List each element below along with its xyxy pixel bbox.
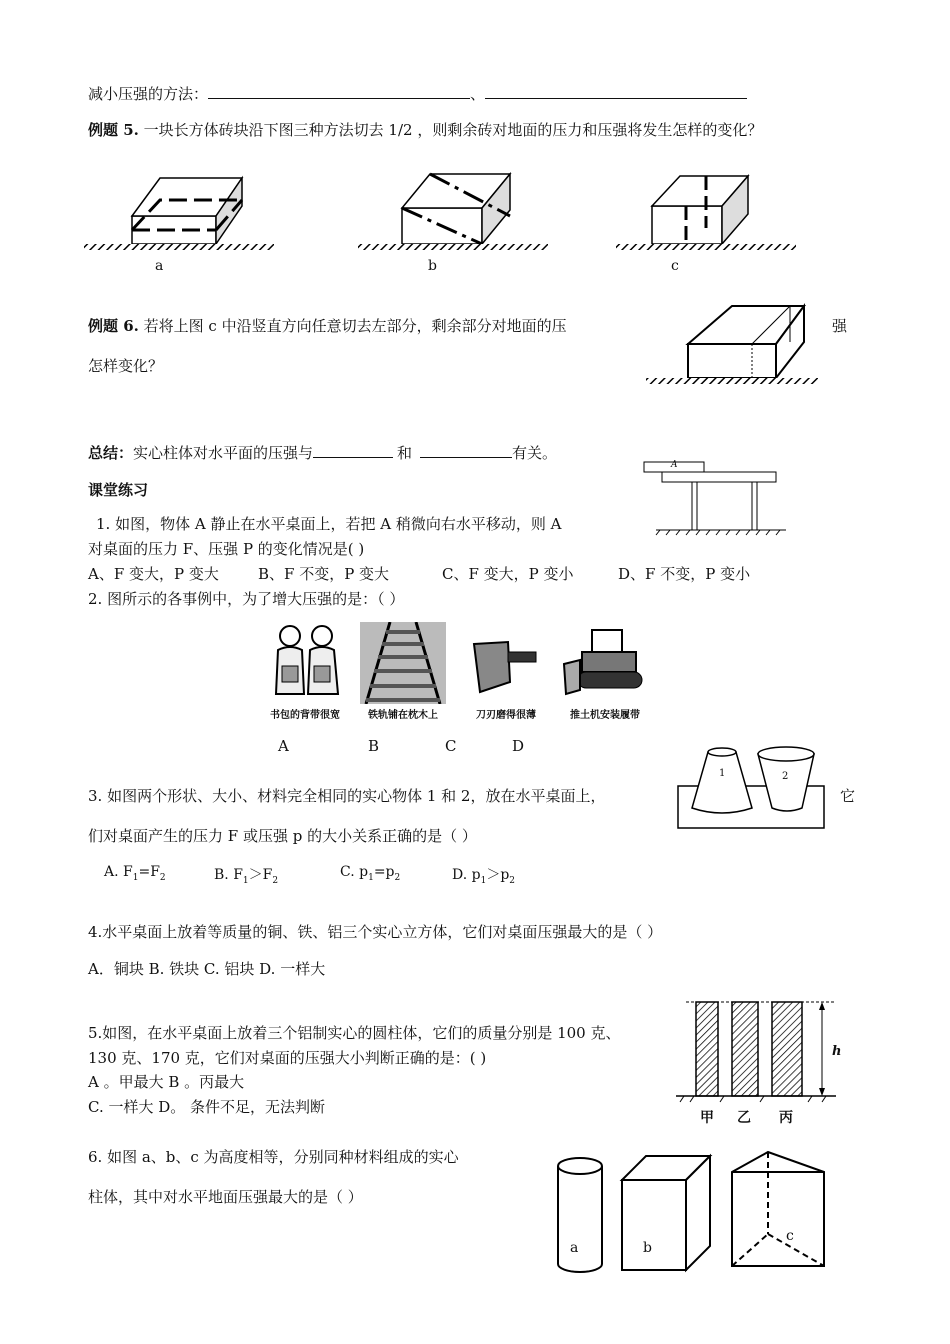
practice-title: 课堂练习 bbox=[88, 481, 149, 499]
example-5-body: 一块长方体砖块沿下图三种方法切去 1/2 ，则剩余砖对地面的压力和压强将发生怎样的变化？ bbox=[138, 121, 763, 139]
q5-option-cd[interactable]: C. 一样大 D。 条件不足，无法判断 bbox=[88, 1098, 326, 1116]
q6-label-c: c bbox=[786, 1228, 794, 1244]
example-5-text bbox=[88, 120, 762, 140]
q1-option-c[interactable]: C、F 变大，P 变小 bbox=[442, 565, 574, 583]
answer-blank-2[interactable] bbox=[485, 84, 747, 99]
q6-label-b: b bbox=[643, 1240, 652, 1256]
summary-line bbox=[88, 443, 557, 463]
answer-blank-1[interactable] bbox=[208, 84, 470, 99]
q2-caption-b: 铁轨铺在枕木上 bbox=[368, 710, 438, 721]
q5-line1: 5.如图，在水平桌面上放着三个铝制实心的圆柱体，它们的质量分别是 100 克、 bbox=[88, 1024, 621, 1042]
q2-caption-a: 书包的背带很宽 bbox=[270, 710, 340, 721]
brick-cut-figure-a bbox=[84, 170, 279, 255]
brick-cut-figure-b bbox=[358, 170, 553, 255]
q6-label-a: a bbox=[570, 1240, 579, 1256]
q3-option-c[interactable]: C. $p_1=p_2$ bbox=[340, 864, 401, 883]
q2-option-d[interactable]: D bbox=[512, 737, 525, 755]
figure-a-label: a bbox=[155, 258, 164, 274]
q4-options[interactable]: A．铜块 B. 铁块 C. 铝块 D. 一样大 bbox=[88, 960, 326, 978]
example-5-title: 例题 5. bbox=[88, 121, 139, 139]
figure-b-label: b bbox=[428, 258, 437, 274]
summary-and: 和 bbox=[397, 444, 413, 462]
q3-line1: 3. 如图两个形状、大小、材料完全相同的实心物体 1 和 2，放在水平桌面上， bbox=[88, 787, 606, 805]
separator: 、 bbox=[470, 85, 486, 103]
q6-line1: 6. 如图 a、b、c 为高度相等，分别同种材料组成的实心 bbox=[88, 1148, 459, 1166]
cleaver-blade-image bbox=[470, 638, 540, 698]
q1-option-b[interactable]: B、F 不变，P 变大 bbox=[258, 565, 390, 583]
railway-sleepers-image bbox=[360, 622, 446, 704]
summary-title: 总结： bbox=[88, 444, 134, 462]
q3-line2: 们对桌面产生的压力 F 或压强 p 的大小关系正确的是（ ） bbox=[88, 827, 477, 845]
q2-option-a[interactable]: A bbox=[278, 737, 289, 755]
example-6-brick-figure bbox=[642, 298, 824, 388]
summary-end: 有关。 bbox=[512, 444, 558, 462]
q2-text: 2. 图所示的各事例中，为了增大压强的是：（ ） bbox=[88, 590, 405, 608]
q5-height-label: h bbox=[832, 1044, 842, 1059]
figure-c-label: c bbox=[671, 258, 679, 274]
q2-option-c[interactable]: C bbox=[445, 737, 457, 755]
example-6-line2: 怎样变化？ bbox=[88, 357, 164, 375]
bulldozer-tracks-image bbox=[562, 624, 646, 702]
q1-option-d[interactable]: D、F 不变，P 变小 bbox=[618, 565, 751, 583]
q1-line2: 对桌面的压力 F、压强 P 的变化情况是( ) bbox=[88, 540, 365, 558]
q5-label-bing: 丙 bbox=[779, 1110, 793, 1126]
q2-caption-d: 推土机安装履带 bbox=[570, 710, 640, 721]
brick-cut-figure-c bbox=[616, 170, 801, 255]
q3-frustum-figure bbox=[676, 742, 826, 832]
summary-blank-2[interactable] bbox=[420, 443, 512, 458]
example-6-body: 若将上图 c 中沿竖直方向任意切去左部分，剩余部分对地面的压 bbox=[138, 317, 567, 335]
q2-caption-c: 刀刃磨得很薄 bbox=[476, 710, 536, 721]
q2-option-b[interactable]: B bbox=[368, 737, 380, 755]
summary-text: 实心柱体对水平面的压强与 bbox=[133, 444, 314, 462]
backpack-strap-image bbox=[268, 622, 350, 704]
q3-option-d[interactable]: D. $p_1>p_2$ bbox=[452, 867, 516, 886]
q4-text: 4.水平桌面上放着等质量的铜、铁、铝三个实心立方体，它们对桌面压强最大的是（ ） bbox=[88, 923, 663, 941]
q3-option-b[interactable]: B. $F_1>F_2$ bbox=[214, 867, 279, 886]
example-6-text bbox=[88, 316, 567, 336]
q3-option-a[interactable]: A. $F_1=F_2$ bbox=[104, 864, 166, 883]
q6-line2: 柱体，其中对水平地面压强最大的是（ ） bbox=[88, 1188, 363, 1206]
example-6-title: 例题 6. bbox=[88, 317, 139, 335]
q3-object-1-label: 1 bbox=[719, 768, 726, 779]
q1-table-figure bbox=[640, 456, 790, 536]
q3-object-2-label: 2 bbox=[782, 771, 789, 782]
q5-cylinders-figure bbox=[676, 998, 840, 1106]
q1-option-a[interactable]: A、F 变大，P 变大 bbox=[88, 565, 219, 583]
q5-line2: 130 克、170 克，它们对桌面的压强大小判断正确的是：( ) bbox=[88, 1049, 487, 1067]
q1-line1: 1. 如图，物体 A 静止在水平桌面上，若把 A 稍微向右水平移动，则 A bbox=[96, 515, 562, 533]
reduce-pressure-label: 减小压强的方法： bbox=[88, 85, 209, 103]
example-6-tail: 强 bbox=[832, 317, 848, 335]
q5-label-jia: 甲 bbox=[700, 1110, 714, 1126]
q5-label-yi: 乙 bbox=[737, 1110, 751, 1126]
reduce-pressure-line bbox=[88, 84, 747, 104]
q5-option-ab[interactable]: A 。甲最大 B 。丙最大 bbox=[88, 1073, 245, 1091]
q1-block-label: A bbox=[671, 460, 678, 470]
q6-solids-figure bbox=[554, 1150, 832, 1280]
q3-tail: 它 bbox=[840, 787, 856, 805]
summary-blank-1[interactable] bbox=[313, 443, 393, 458]
